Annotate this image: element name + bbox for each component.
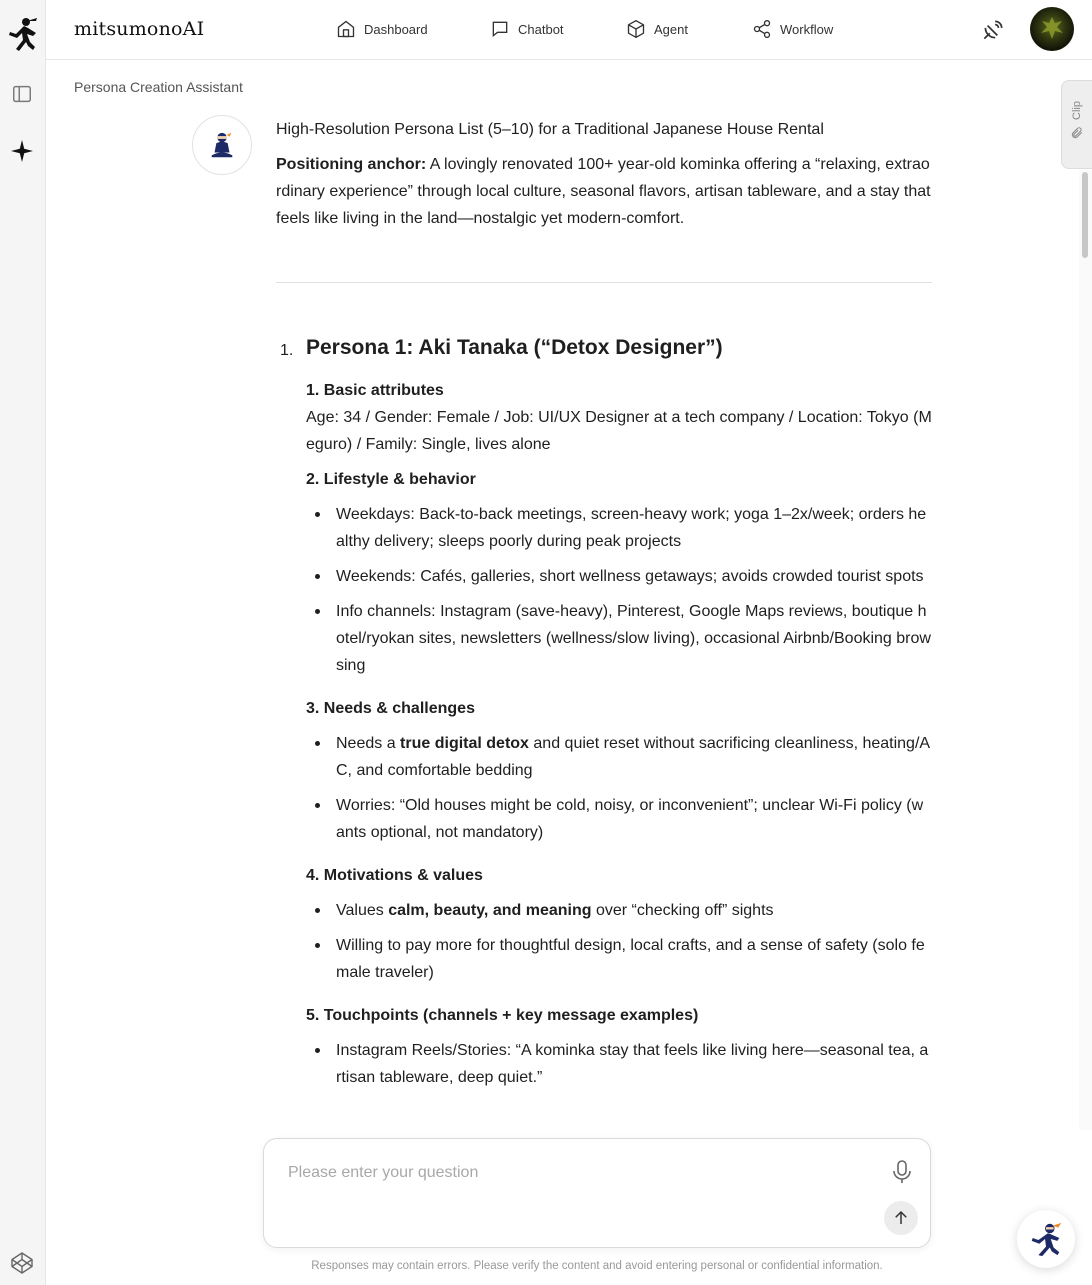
list-item: Weekends: Cafés, galleries, short wellness getaways; avoids crowded tourist spots [306,563,932,590]
top-navigation [46,0,1092,60]
list-item-text: Needs a [336,735,401,752]
chat-bubble-icon [490,19,510,39]
nav-agent-label: Agent [654,21,688,37]
user-avatar[interactable] [1030,7,1074,51]
microphone-icon[interactable] [890,1159,914,1185]
nav-agent[interactable] [626,17,688,41]
disclaimer-text: Responses may contain errors. Please verify the content and avoid entering personal or confidential information. [311,1260,883,1272]
list-item [306,730,932,784]
ninja-meditating-icon [207,130,237,160]
ninja-running-icon [1027,1220,1065,1258]
question-input[interactable] [288,1161,848,1185]
persona-heading-row [276,333,932,363]
arrow-up-icon [892,1209,910,1227]
send-button[interactable] [884,1201,918,1235]
nav-chatbot-label: Chatbot [518,21,564,37]
anchor-text: A lovingly renovated 100+ year-old kominka offering a “relaxing, extraordinary experience” through local culture, seasonal flavors, artisan tableware, and a stay that feels like living in the land—nostalgic yet modern-comfort. [276,156,931,227]
section-title-basic: 1. Basic attributes [306,382,444,399]
home-icon [336,19,356,39]
ninja-logo-icon[interactable] [6,16,38,52]
floating-assistant-button[interactable] [1017,1210,1075,1268]
list-item-emphasis: true digital detox [400,735,529,752]
touchpoints-list [306,1037,932,1091]
nav-workflow-label: Workflow [780,21,834,37]
nav-workflow[interactable] [752,17,833,41]
sparkle-icon[interactable] [9,138,35,164]
list-item-emphasis: calm, beauty, and meaning [388,902,592,919]
codepen-icon[interactable] [10,1251,34,1275]
persona-number: 1. [280,342,294,359]
section-title-needs: 3. Needs & challenges [306,700,475,717]
list-item-text: Values [336,902,389,919]
persona-heading: Persona 1: Aki Tanaka (“Detox Designer”) [306,336,723,359]
needs-list [306,730,932,846]
section-title-touchpoints: 5. Touchpoints (channels + key message examples) [306,1007,699,1024]
assistant-message [276,116,932,1099]
share-nodes-icon [752,19,772,39]
scrollbar-track[interactable] [1079,170,1092,1130]
breadcrumb: Persona Creation Assistant [74,79,243,95]
positioning-anchor [276,151,932,232]
list-item: Instagram Reels/Stories: “A kominka stay that feels like living here—seasonal tea, artisan tableware, deep quiet.” [306,1037,932,1091]
list-item [306,897,932,924]
assistant-avatar [192,115,252,175]
brand-name[interactable]: mitsumonoAI [74,18,205,40]
nav-dashboard[interactable] [336,17,428,41]
list-item: Worries: “Old houses might be cold, noisy, or inconvenient”; unclear Wi-Fi policy (wants optional, not mandatory) [306,792,932,846]
lifestyle-list [306,501,932,679]
list-item: Info channels: Instagram (save-heavy), Pinterest, Google Maps reviews, boutique hotel/ryokan sites, newsletters (wellness/slow living), occasional Airbnb/Booking browsing [306,598,932,679]
section-title-motivations: 4. Motivations & values [306,867,483,884]
list-item: Willing to pay more for thoughtful design, local crafts, and a sense of safety (solo female traveler) [306,932,932,986]
nav-chatbot[interactable] [490,17,564,41]
list-item: Weekdays: Back-to-back meetings, screen-heavy work; yoga 1–2x/week; orders healthy delivery; sleeps poorly during peak projects [306,501,932,555]
chat-composer [263,1138,931,1248]
anchor-label: Positioning anchor: [276,156,427,173]
message-title: High-Resolution Persona List (5–10) for a Traditional Japanese House Rental [276,121,824,138]
nav-dashboard-label: Dashboard [364,21,428,37]
clip-tab[interactable] [1061,80,1092,169]
basic-attributes-text: Age: 34 / Gender: Female / Job: UI/UX Designer at a tech company / Location: Tokyo (Meguro) / Family: Single, lives alone [306,409,932,453]
sidebar-toggle-icon[interactable] [9,81,35,107]
motivations-list [306,897,932,986]
clip-label: Clip [1071,101,1083,120]
scrollbar-thumb[interactable] [1082,172,1088,258]
persona-sections [306,377,932,1091]
cube-icon [626,19,646,39]
section-title-lifestyle: 2. Lifestyle & behavior [306,471,476,488]
left-rail [0,0,46,1285]
list-item-text: over “checking off” sights [591,902,774,919]
divider [276,282,932,283]
paperclip-icon [1070,126,1084,140]
satellite-dish-icon[interactable] [980,17,1006,43]
list-item-text: and quiet reset without sacrificing cleanliness, heating/AC, and comfortable bedding [336,735,931,779]
